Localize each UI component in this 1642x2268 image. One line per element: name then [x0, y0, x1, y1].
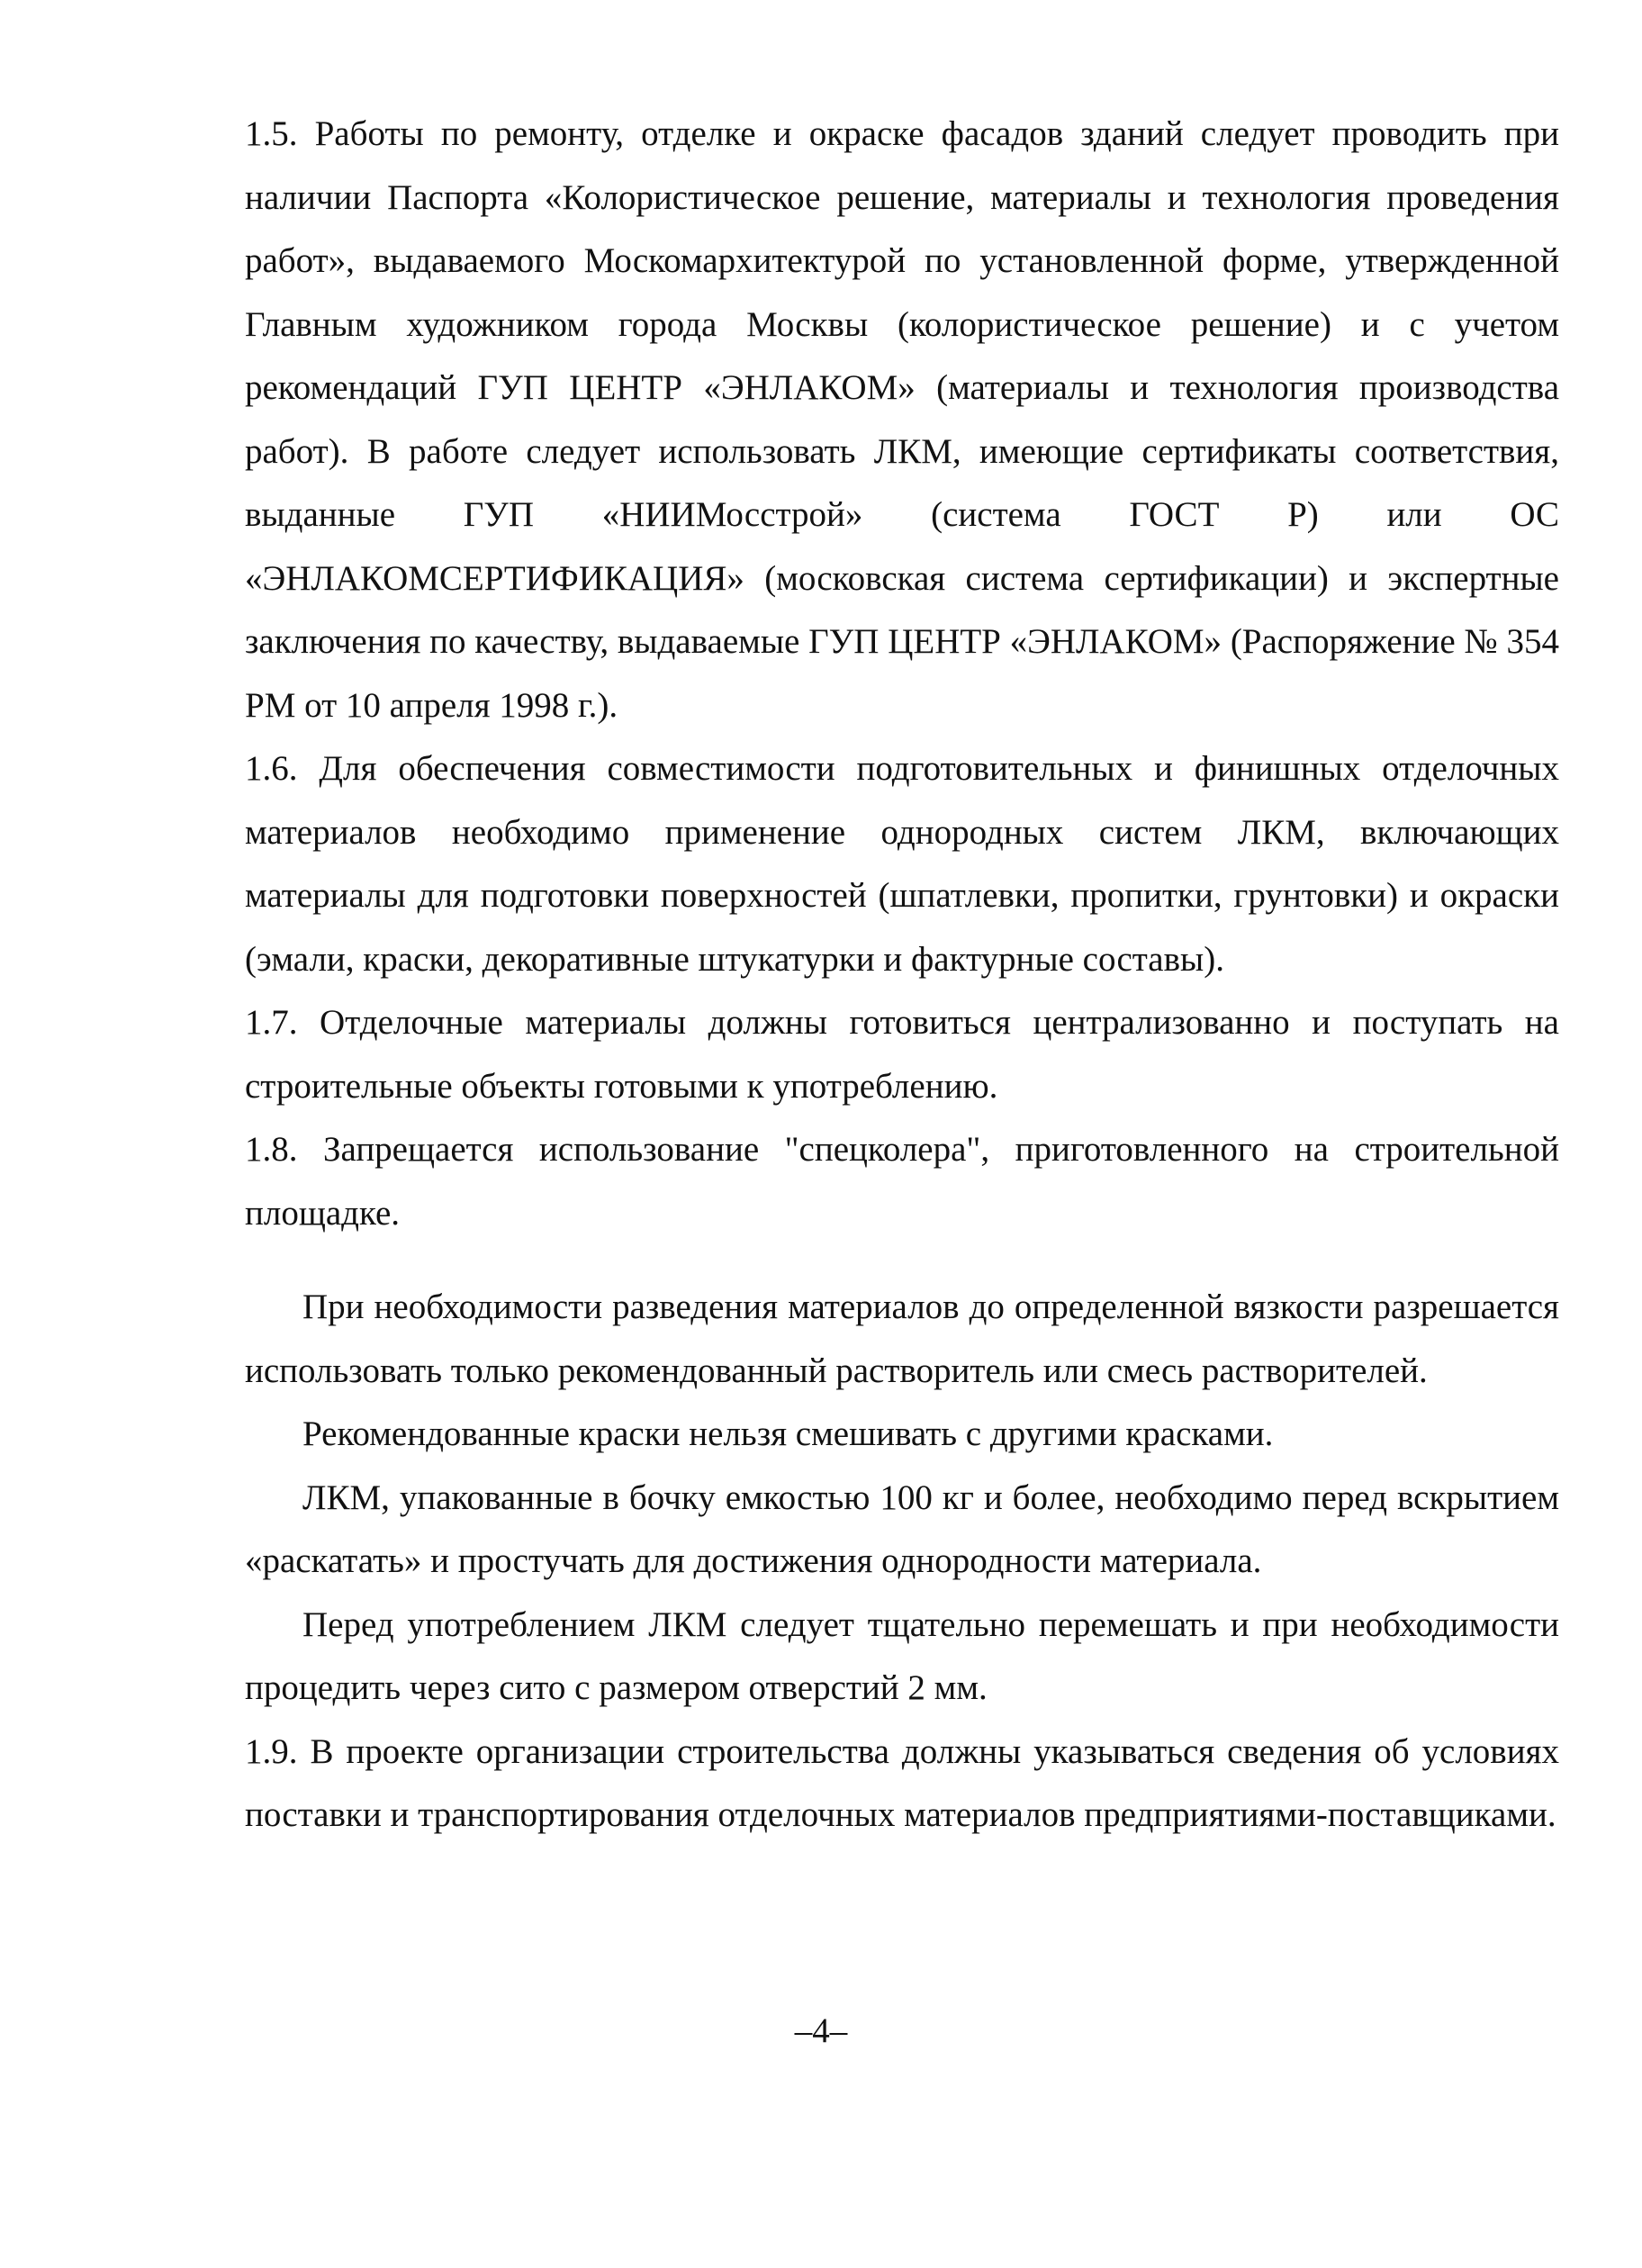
paragraph-1-5: 1.5. Работы по ремонту, отделке и окраске фасадов зданий следует проводить при наличии Паспорта «Колористическое решение, материалы и технология проведения работ», выдаваемого Москомархитектурой по установленной форме, утвержденной Главным художником города Москвы (колористическое решение) и с учетом рекомендаций ГУП ЦЕНТР «ЭНЛАКОМ» (материалы и технология производства работ). В работе следует использовать ЛКМ, имеющие сертификаты соответствия, выданные ГУП «НИИМосстрой» (система ГОСТ Р) или ОС «ЭНЛАКОМСЕРТИФИКАЦИЯ» (московская система сертификации) и экспертные заключения по качеству, выдаваемые ГУП ЦЕНТР «ЭНЛАКОМ» (Распоряжение № 354 РМ от 10 апреля 1998 г.). [245, 114, 1559, 725]
paragraph-stirring: Перед употреблением ЛКМ следует тщательно перемешать и при необходимости процедить через сито с размером отверстий 2 мм. [245, 1604, 1559, 1707]
paragraph-1-7: 1.7. Отделочные материалы должны готовиться централизованно и поступать на строительные объекты готовыми к употреблению. [245, 1003, 1559, 1106]
page-number: –4– [794, 2011, 848, 2050]
paragraph-dilution: При необходимости разведения материалов до определенной вязкости разрешается использовать только рекомендованный растворитель или смесь растворителей. [245, 1288, 1559, 1390]
document-body [245, 103, 1559, 1848]
paragraph-1-6: 1.6. Для обеспечения совместимости подготовительных и финишных отделочных материалов необходимо применение однородных систем ЛКМ, включающих материалы для подготовки поверхностей (шпатлевки, пропитки, грунтовки) и окраски (эмали, краски, декоративные штукатурки и фактурные составы). [245, 749, 1559, 979]
paragraph-1-9: 1.9. В проекте организации строительства должны указываться сведения об условиях поставки и транспортирования отделочных материалов предприятиями-поставщиками. [245, 1731, 1559, 1834]
paragraph-barrel-rolling: ЛКМ, упакованные в бочку емкостью 100 кг и более, необходимо перед вскрытием «раскатать» и простучать для достижения однородности материала. [245, 1477, 1559, 1580]
paragraph-1-8: 1.8. Запрещается использование "спецколера", приготовленного на строительной площадке. [245, 1130, 1559, 1233]
paragraph-no-mixing: Рекомендованные краски нельзя смешивать с другими красками. [302, 1414, 1274, 1453]
